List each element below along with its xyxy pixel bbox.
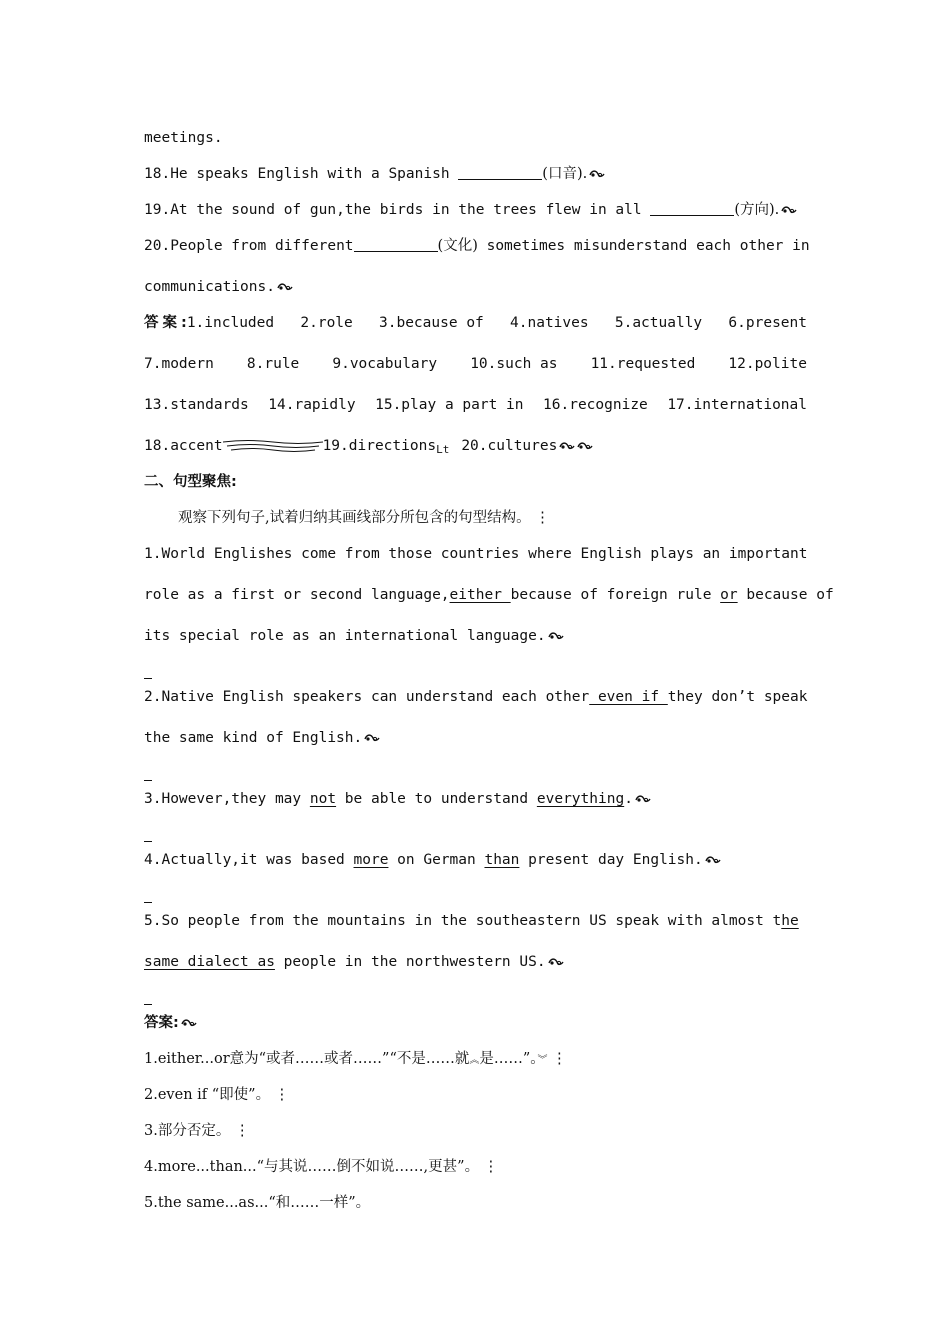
q19-blank bbox=[650, 201, 734, 216]
answer-2-item-2: 2.even if “即使”。 ⋮ bbox=[144, 1087, 290, 1103]
q19-text: At the sound of gun,the birds in the trees flew in all bbox=[170, 202, 651, 218]
answers-row-3 bbox=[144, 395, 807, 415]
s5-part-b: people in the northwestern US. bbox=[274, 954, 546, 970]
answer-2: 2.role bbox=[300, 315, 353, 331]
answer-7: 7.modern bbox=[144, 356, 214, 372]
question-20-continued bbox=[144, 277, 807, 297]
q19-number: 19. bbox=[144, 202, 171, 218]
sentence-1-text: 1.World Englishes come from those countries where English plays an important bbox=[144, 546, 808, 562]
item-1-text-a: 1.either...or意为“或者……或者……”“不是……就 bbox=[144, 1051, 470, 1067]
s3-underline-everything: everything bbox=[536, 791, 625, 807]
answer-13: 13.standards bbox=[144, 397, 249, 413]
mark-icon bbox=[705, 855, 721, 865]
s1-line-3: its special role as an international language. bbox=[144, 628, 546, 644]
q20-text-after: sometimes misunderstand each other in bbox=[477, 238, 810, 254]
mark-icon bbox=[364, 733, 380, 743]
q20-continuation: communications. bbox=[144, 279, 275, 295]
answer-6: 6.present bbox=[728, 315, 807, 331]
answer-2-item-3: 3.部分否定。 ⋮ bbox=[144, 1123, 250, 1139]
q18-number: 18. bbox=[144, 166, 171, 182]
section-2-instruction: 观察下列句子,试着归纳其画线部分所包含的句型结构。 ⋮ bbox=[178, 510, 550, 526]
question-18 bbox=[144, 164, 807, 184]
s2-line-2: the same kind of English. bbox=[144, 730, 363, 746]
item-4-text: 4.more...than...“与其说……倒不如说……,更甚”。 bbox=[144, 1159, 480, 1175]
s5-underline-same-dialect-as: same dialect as bbox=[144, 954, 275, 970]
divider-dash bbox=[144, 902, 152, 903]
q18-text: He speaks English with a Spanish bbox=[170, 166, 459, 182]
answers-row-2 bbox=[144, 354, 807, 374]
section-2-heading: 二、句型聚焦: bbox=[144, 474, 237, 490]
intro-tail: meetings. bbox=[144, 130, 223, 146]
divider-dash bbox=[144, 841, 152, 842]
answer-3: 3.because of bbox=[379, 315, 484, 331]
answer-16: 16.recognize bbox=[543, 397, 648, 413]
s4-part-b: on German bbox=[388, 852, 485, 868]
s3-underline-not: not bbox=[309, 791, 337, 807]
s1-part-c: because of bbox=[737, 587, 834, 603]
answer-2-item-5 bbox=[144, 1193, 807, 1213]
s4-part-c: present day English. bbox=[519, 852, 703, 868]
sentence-2-line-2 bbox=[144, 728, 807, 748]
item-3-text: 3.部分否定。 bbox=[144, 1123, 231, 1139]
answer-2-item-1: 1.either...or意为“或者……或者……”“不是……就︽是……”。︾ ⋮ bbox=[144, 1051, 567, 1067]
s1-underline-either: either bbox=[449, 587, 511, 603]
divider-dash bbox=[144, 780, 152, 781]
s2-part-b: they don’t speak bbox=[667, 689, 808, 705]
sentence-5-line-1 bbox=[144, 911, 807, 931]
item-2-text: 2.even if “即使”。 bbox=[144, 1087, 271, 1103]
answer-8: 8.rule bbox=[246, 356, 300, 372]
answer-2-item-4: 4.more...than...“与其说……倒不如说……,更甚”。 ⋮ bbox=[144, 1159, 499, 1175]
s1-part-a: role as a first or second language, bbox=[144, 587, 450, 603]
s2-part-a: 2.Native English speakers can understand each other bbox=[144, 689, 590, 705]
answer-14: 14.rapidly bbox=[268, 397, 356, 413]
sentence-1-line-2 bbox=[144, 585, 834, 605]
mark-icon bbox=[548, 631, 564, 641]
sentence-4 bbox=[144, 850, 807, 870]
caret-up-icon: ︽ bbox=[469, 1055, 480, 1066]
q20-blank bbox=[354, 237, 438, 252]
q20-text: People from different bbox=[170, 238, 354, 254]
answer-12: 12.polite bbox=[728, 356, 807, 372]
question-20 bbox=[144, 236, 810, 256]
q20-hint: (文化) bbox=[437, 238, 478, 254]
answer-15: 15.play a part in bbox=[375, 397, 524, 413]
question-19 bbox=[144, 200, 807, 220]
mark-icon bbox=[559, 441, 575, 451]
answer-9: 9.vocabulary bbox=[332, 356, 438, 372]
answers-row-1 bbox=[144, 313, 807, 333]
answer-20: 20.cultures bbox=[461, 438, 558, 454]
s1-part-b: because of foreign rule bbox=[510, 587, 721, 603]
q19-hint: (方向). bbox=[734, 202, 780, 218]
q20-number: 20. bbox=[144, 238, 171, 254]
item-5-text: 5.the same...as...“和……一样”。 bbox=[144, 1195, 371, 1211]
instruction-text: 观察下列句子,试着归纳其画线部分所包含的句型结构。 bbox=[178, 510, 531, 526]
mark-icon bbox=[589, 169, 605, 179]
caret-down-icon: ︾ bbox=[537, 1055, 548, 1066]
s5-underline-he: he bbox=[781, 913, 799, 929]
mark-icon bbox=[181, 1018, 197, 1028]
item-1-text-b: 是……”。 bbox=[479, 1051, 538, 1067]
wave-mark-icon bbox=[223, 438, 323, 452]
sentence-3 bbox=[144, 789, 807, 809]
answers-colon: : bbox=[181, 315, 187, 331]
mark-icon bbox=[577, 441, 593, 451]
q18-blank bbox=[458, 165, 542, 180]
answer-10: 10.such as bbox=[470, 356, 558, 372]
q18-hint: (口音). bbox=[542, 166, 588, 182]
mark-icon bbox=[635, 794, 651, 804]
mark-icon bbox=[277, 282, 293, 292]
answers-2-heading bbox=[144, 1013, 807, 1033]
answer-11: 11.requested bbox=[590, 356, 696, 372]
divider-dash bbox=[144, 678, 152, 679]
s4-underline-than: than bbox=[484, 852, 520, 868]
answer-1: 1.included bbox=[186, 315, 275, 331]
sentence-1-line-3 bbox=[144, 626, 807, 646]
answers-2-label: 答案: bbox=[144, 1015, 179, 1031]
s2-underline-even-if: even if bbox=[589, 689, 668, 705]
sentence-5-line-2 bbox=[144, 952, 807, 972]
answer-4: 4.natives bbox=[510, 315, 589, 331]
answer-19: 19.directions bbox=[322, 438, 437, 454]
s3-part-c: . bbox=[624, 791, 633, 807]
s1-underline-or: or bbox=[720, 587, 738, 603]
s3-part-a: 3.However,they may bbox=[144, 791, 310, 807]
mark-icon bbox=[781, 205, 797, 215]
answers-label: 答案 bbox=[144, 315, 181, 331]
sentence-2-line-1 bbox=[144, 687, 807, 707]
s3-part-b: be able to understand bbox=[336, 791, 537, 807]
mark-icon bbox=[548, 957, 564, 967]
sentence-1-line-1 bbox=[144, 544, 807, 564]
answer-18: 18.accent bbox=[144, 438, 223, 454]
s5-part-a: 5.So people from the mountains in the southeastern US speak with almost t bbox=[144, 913, 782, 929]
divider-dash bbox=[144, 1004, 152, 1005]
stray-mark: Lt bbox=[436, 443, 450, 456]
s4-underline-more: more bbox=[353, 852, 389, 868]
answer-5: 5.actually bbox=[614, 315, 703, 331]
answers-row-4 bbox=[144, 436, 807, 460]
s4-part-a: 4.Actually,it was based bbox=[144, 852, 354, 868]
answer-17: 17.international bbox=[667, 397, 807, 413]
